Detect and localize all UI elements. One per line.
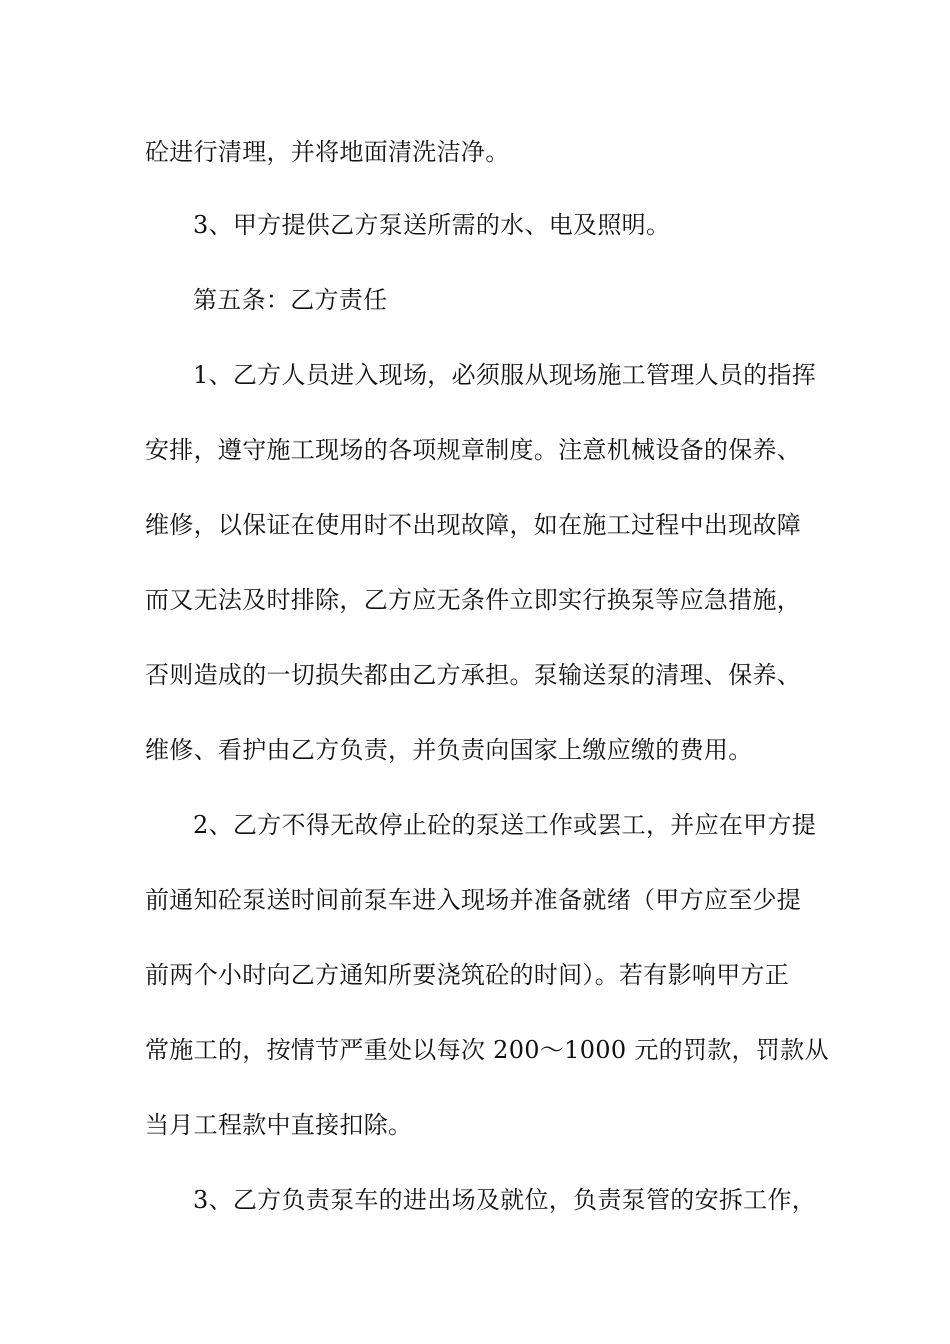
text-line: 2、乙方不得无故停止砼的泵送工作或罢工，并应在甲方提 [193,811,817,839]
text-line: 3、乙方负责泵车的进出场及就位，负责泵管的安拆工作， [193,1186,817,1214]
text-line: 前两个小时向乙方通知所要浇筑砼的时间）。若有影响甲方正 [145,961,790,989]
text-line: 维修，以保证在使用时不出现故障，如在施工过程中出现故障 [145,511,802,539]
text-line: 而又无法及时排除，乙方应无条件立即实行换泵等应急措施， [145,586,802,614]
text-line: 3、甲方提供乙方泵送所需的水、电及照明。 [193,211,671,239]
section-heading: 第五条：乙方责任 [193,286,388,314]
text-line: 前通知砼泵送时间前泵车进入现场并准备就绪（甲方应至少提 [145,886,802,914]
text-line: 1、乙方人员进入现场，必须服从现场施工管理人员的指挥 [193,361,817,389]
text-line: 常施工的，按情节严重处以每次 200～1000 元的罚款，罚款从 [145,1036,829,1064]
text-line: 当月工程款中直接扣除。 [145,1111,413,1139]
text-line: 安排，遵守施工现场的各项规章制度。注意机械设备的保养、 [145,436,802,464]
text-line: 否则造成的一切损失都由乙方承担。泵输送泵的清理、保养、 [145,661,802,689]
text-line: 砼进行清理，并将地面清洗洁净。 [145,138,510,166]
text-line: 维修、看护由乙方负责，并负责向国家上缴应缴的费用。 [145,736,753,764]
